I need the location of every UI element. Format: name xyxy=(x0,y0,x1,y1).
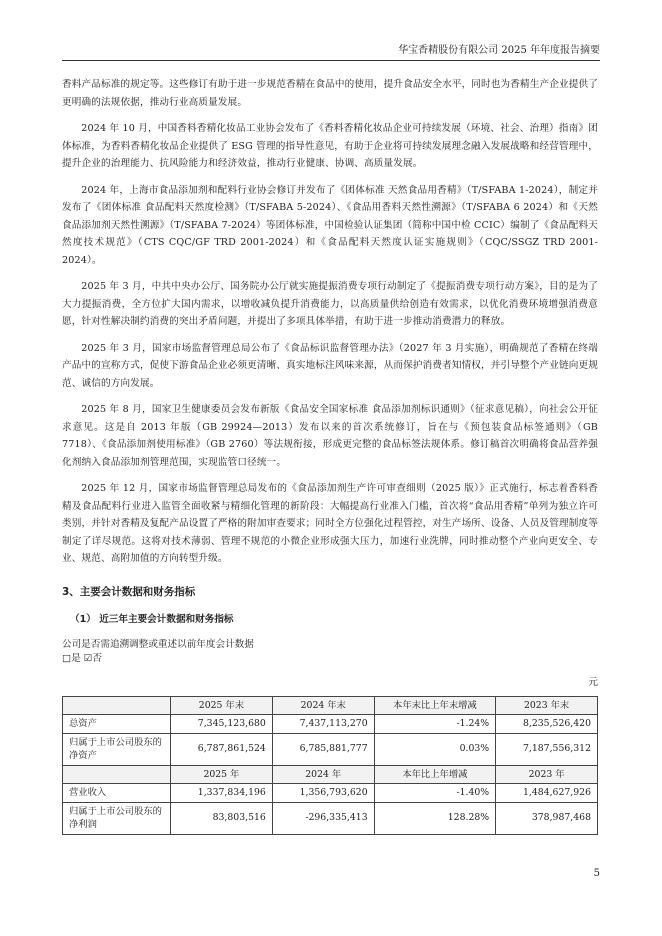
paragraph: 2024 年 10 月，中国香料香精化妆品工业协会发布了《香料香精化妆品企业可持续发展（环境、社会、治理）指南》团体标准，为香料香精化妆品企业提供了 ESG 管理的指导性意见，有助于企业将可持续发展理念融入发展战略和经营管理中，提升企业的治理能力、抗风险能力和经济效益，推动行业健康、协调、高质量发展。 xyxy=(62,123,598,169)
checkbox-yes: □是 xyxy=(62,652,81,664)
table-header-row xyxy=(63,765,598,784)
table-cell: 1,484,627,926 xyxy=(496,784,598,803)
paragraph: 2025 年 3 月，中共中央办公厅、国务院办公厅就实施提振消费专项行动制定了《提振消费专项行动方案》，目的是为了大力提振消费，全方位扩大国内需求，以增收减负提升消费能力，以高质量供给创造有效需求，以优化消费环境增强消费意愿，针对性解决制约消费的突出矛盾问题，并提出了多项具体举措，有助于进一步推动消费潜力的释放。 xyxy=(62,281,598,327)
header-title: 华宝香精股份有限公司 2025 年年度报告摘要 xyxy=(398,45,600,56)
header-cell: 本年末比上年末增减 xyxy=(374,696,496,715)
table-cell: 6,787,861,524 xyxy=(171,733,273,765)
header-cell: 2024 年 xyxy=(272,765,374,784)
header-cell xyxy=(63,696,171,715)
header-cell: 2025 年 xyxy=(171,765,273,784)
table-cell: 7,345,123,680 xyxy=(171,715,273,734)
paragraph: 香料产品标准的规定等。这些修订有助于进一步规范香精在食品中的使用，提升食品安全水平，同时也为香精生产企业提供了更明确的法规依据，推动行业高质量发展。 xyxy=(62,79,598,108)
table-row xyxy=(63,784,598,803)
table-cell: 7,187,556,312 xyxy=(496,733,598,765)
table-row xyxy=(63,733,598,765)
table-cell: 378,987,468 xyxy=(496,802,598,834)
row-label: 归属于上市公司股东的净资产 xyxy=(63,733,171,765)
retro-adjust-question: 公司是否需追溯调整或重述以前年度会计数据 xyxy=(62,638,254,650)
table-cell: 0.03% xyxy=(374,733,496,765)
header-cell: 2024 年末 xyxy=(272,696,374,715)
paragraph: 2025 年 8 月，国家卫生健康委员会发布新版《食品安全国家标准 食品添加剂标识通则》（征求意见稿），向社会公开征求意见。这是自 2013 年版（GB 29924—2013）发布以来的首次系统修订，旨在与《预包装食品标签通则》（GB 7718）、《食品添加剂使用标准》（GB 2760）等法规衔接，形成更完整的食品标签法规体系。修订稿首次明确将食品营养强化剂纳入食品添加剂管理范围，实现监管口径统一。 xyxy=(62,404,598,468)
table-cell: 6,785,881,777 xyxy=(272,733,374,765)
table-cell: 7,437,113,270 xyxy=(272,715,374,734)
table-cell: 128.28% xyxy=(374,802,496,834)
financial-data-table xyxy=(62,696,598,835)
unit-label: 元 xyxy=(588,676,598,688)
table-cell: 8,235,526,420 xyxy=(496,715,598,734)
page-header xyxy=(62,44,600,61)
header-cell: 2025 年末 xyxy=(171,696,273,715)
header-cell: 2023 年末 xyxy=(496,696,598,715)
table-cell: 83,803,516 xyxy=(171,802,273,834)
subsection-title: （1） 近三年主要会计数据和财务指标 xyxy=(70,613,234,625)
table-cell: 1,337,834,196 xyxy=(171,784,273,803)
row-label: 总资产 xyxy=(63,715,171,734)
paragraph: 2024 年，上海市食品添加剂和配料行业协会修订并发布了《团体标准 天然食品用香精》（T/SFABA 1-2024），制定并发布了《团体标准 食品配料天然度检测》（T/SFABA 5-2024）、《食品用香料天然性溯源》（T/SFABA 6 2024）和《天然食品添加剂天然性溯源》（T/SFABA 7-2024）等团体标准，中国检验认证集团（简称中国中检 CCIC）编制了《食品配料天然度技术规范》（CTS CQC/GF TRD 2001-2024）和《食品配料天然度认证实施规则》（CQC/SSGZ TRD 2001-2024）。 xyxy=(62,184,598,266)
paragraph: 2025 年 3 月，国家市场监督管理总局公布了《食品标识监督管理办法》（2027 年 3 月实施），明确规范了香精在终端产品中的宣称方式，促使下游食品企业必须更清晰、真实地标注风味来源，从而保护消费者知情权，并引导整个产业链向更规范、诚信的方向发展。 xyxy=(62,342,598,389)
header-cell: 2023 年 xyxy=(496,765,598,784)
document-body xyxy=(62,76,598,835)
header-cell: 本年比上年增减 xyxy=(374,765,496,784)
table-header-row xyxy=(63,696,598,715)
header-cell xyxy=(63,765,171,784)
row-label: 归属于上市公司股东的净利润 xyxy=(63,802,171,834)
section-title: 3、主要会计数据和财务指标 xyxy=(62,585,196,598)
table-cell: -1.40% xyxy=(374,784,496,803)
table-row xyxy=(63,715,598,734)
checkbox-no: ☑否 xyxy=(83,652,102,664)
table-cell: 1,356,793,620 xyxy=(272,784,374,803)
row-label: 营业收入 xyxy=(63,784,171,803)
paragraph: 2025 年 12 月，国家市场监督管理总局发布的《食品添加剂生产许可审查细则（2025 版）》正式施行，标志着香料香精及食品配料行业进入监管全面收紧与精细化管理的新阶段：大幅提高行业准入门槛，首次将“食品用香精”单列为独立许可类别，并针对香精及复配产品设置了严格的附加审查要求；同时全方位强化过程管控，对生产场所、设备、人员及管理制度等制定了详尽规范。这将对技术薄弱、管理不规范的小微企业形成强大压力，加速行业洗牌，同时推动整个产业向更安全、专业、规范、高附加值的方向转型升级。 xyxy=(62,483,598,564)
retro-adjust-options xyxy=(62,652,598,666)
table-row xyxy=(63,802,598,834)
table-cell: -1.24% xyxy=(374,715,496,734)
page-number: 5 xyxy=(593,868,600,879)
table-cell: -296,335,413 xyxy=(272,802,374,834)
